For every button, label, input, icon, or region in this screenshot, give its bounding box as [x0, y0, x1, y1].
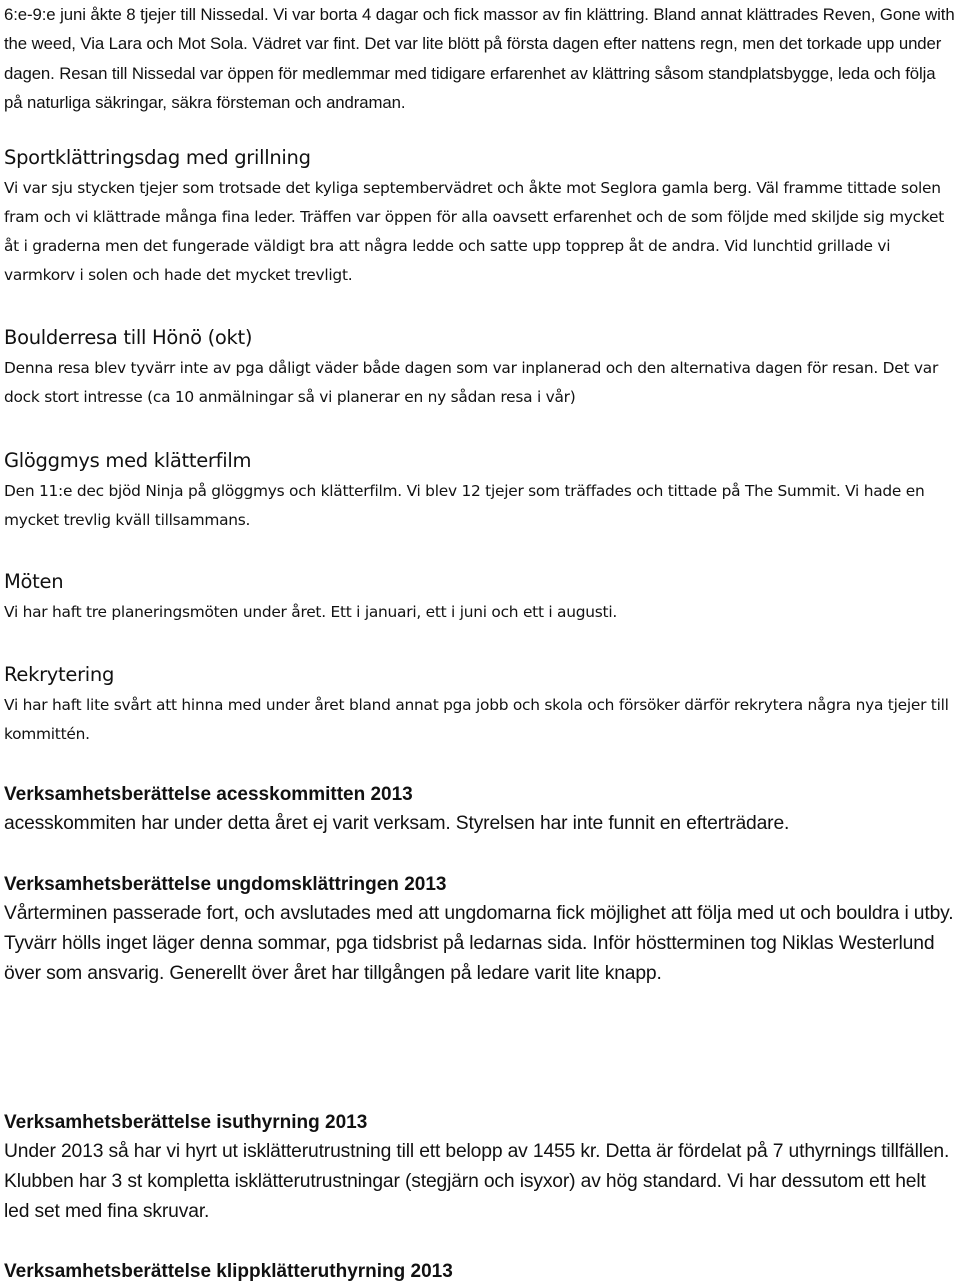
sport-heading: Sportklättringsdag med grillning [4, 146, 311, 169]
isuthyrning-section [4, 1108, 956, 1227]
moten-section [4, 567, 956, 627]
rekrytering-paragraph: Vi har haft lite svårt att hinna med under året bland annat pga jobb och skola och försöker därför rekrytera några nya tjejer till kommittén. [4, 696, 949, 743]
ungdom-heading: Verksamhetsberättelse ungdomsklättringen 2013 [4, 874, 447, 895]
acess-paragraph: acesskommiten har under detta året ej varit verksam. Styrelsen har inte funnit en efterträdare. [4, 813, 790, 834]
klipp-section [4, 1257, 956, 1286]
klipp-heading: Verksamhetsberättelse klippklätteruthyrning 2013 [4, 1261, 453, 1282]
isuthyrning-paragraph-2: Klubben har 3 st kompletta isklätterutrustningar (stegjärn och isyxor) av hög standard. Vi har dessutom ett helt led set med fina skruvar. [4, 1171, 926, 1222]
boulder-paragraph: Denna resa blev tyvärr inte av pga dåligt väder både dagen som var inplanerad och den alternativa dagen för resan. Det var dock stort intresse (ca 10 anmälningar så vi planerar en ny sådan resa i vår) [4, 359, 939, 406]
moten-heading: Möten [4, 570, 64, 593]
acess-section [4, 780, 956, 839]
isuthyrning-paragraph-1: Under 2013 så har vi hyrt ut isklätterutrustning till ett belopp av 1455 kr. Detta är fördelat på 7 uthyrnings tillfällen. [4, 1141, 950, 1162]
acess-heading: Verksamhetsberättelse acesskommitten 2013 [4, 784, 413, 805]
sport-paragraph: Vi var sju stycken tjejer som trotsade det kyliga septembervädret och åkte mot Seglora gamla berg. Väl framme tittade solen fram och vi klättrade många fina leder. Träffen var öppen för alla oavsett erfarenhet och de som följde med skiljde sig mycket åt i graderna men det fungerade väldigt bra att några ledde och satte upp topprep åt de andra. Vid lunchtid grillade vi varmkorv i solen och hade det mycket trevligt. [4, 179, 945, 284]
glogg-paragraph: Den 11:e dec bjöd Ninja på glöggmys och klätterfilm. Vi blev 12 tjejer som träffades och tittade på The Summit. Vi hade en mycket trevlig kväll tillsammans. [4, 482, 925, 529]
glogg-heading: Glöggmys med klätterfilm [4, 449, 252, 472]
ungdom-paragraph: Vårterminen passerade fort, och avslutades med att ungdomarna fick möjlighet att följa med ut och bouldra i utby. Tyvärr hölls inget läger denna sommar, pga tidsbrist på ledarnas sida. Inför höstterminen tog Niklas Westerlund över som ansvarig. Generellt över året har tillgången på ledare varit lite knapp. [4, 903, 954, 984]
sport-section [4, 143, 956, 290]
boulder-section [4, 323, 956, 412]
boulder-heading: Boulderresa till Hönö (okt) [4, 326, 253, 349]
ungdom-section [4, 870, 956, 989]
moten-paragraph: Vi har haft tre planeringsmöten under året. Ett i januari, ett i juni och ett i augusti. [4, 603, 617, 621]
intro-section [4, 0, 956, 117]
intro-paragraph: 6:e-9:e juni åkte 8 tjejer till Nissedal. Vi var borta 4 dagar och fick massor av fin klättring. Bland annat klättrades Reven, Gone with the weed, Via Lara och Mot Sola. Vädret var fint. Det var lite blött på första dagen efter nattens regn, men det torkade upp under dagen. Resan till Nissedal var öppen för medlemmar med tidigare erfarenhet av klättring såsom standplatsbygge, leda och följa på naturliga säkringar, säkra försteman och andraman. [4, 5, 955, 112]
rekrytering-section [4, 660, 956, 749]
isuthyrning-heading: Verksamhetsberättelse isuthyrning 2013 [4, 1112, 368, 1133]
glogg-section [4, 446, 956, 535]
rekrytering-heading: Rekrytering [4, 663, 115, 686]
